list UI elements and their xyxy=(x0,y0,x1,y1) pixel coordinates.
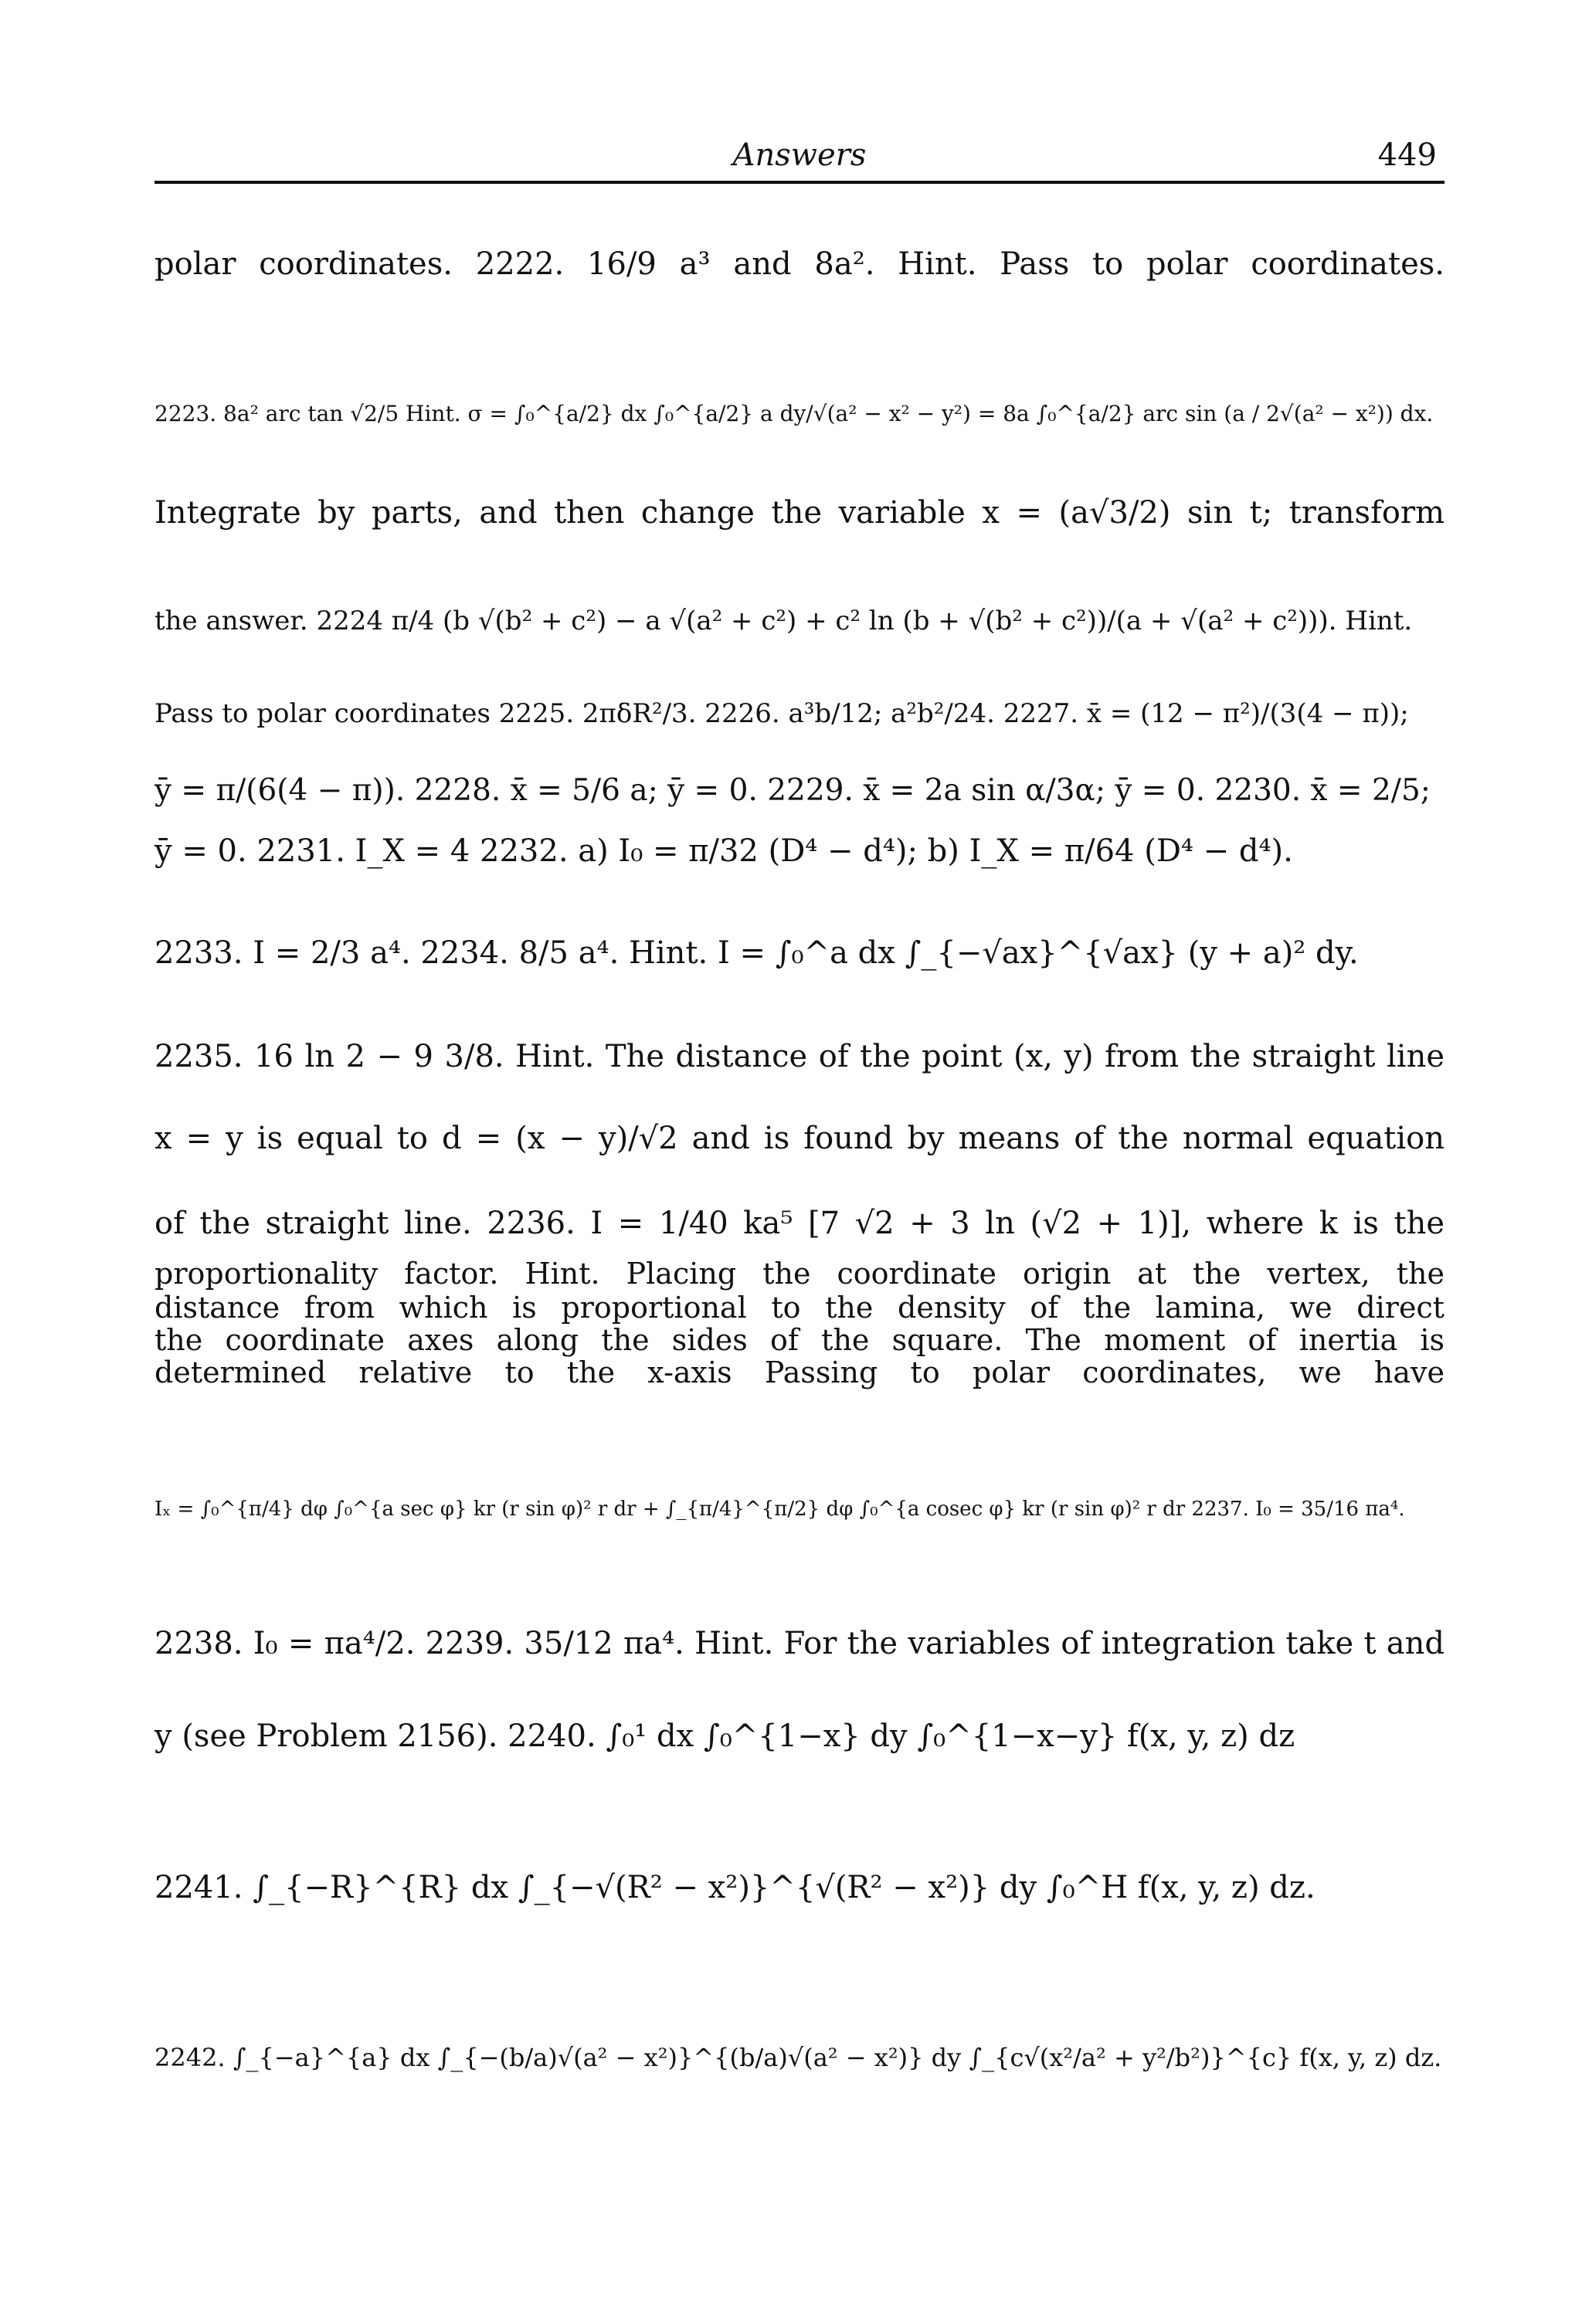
answer-formula-ix: Iₓ = ∫₀^{π/4} dφ ∫₀^{a sec φ} kr (r sin φ)² r dr + ∫_{π/4}^{π/2} dφ ∫₀^{a cosec φ} kr (r sin φ)² r dr 2237. I₀ = 35/16 πa⁴. xyxy=(154,1498,1405,1521)
answer-line-14: the coordinate axes along the sides of the square. The moment of inertia is xyxy=(154,1323,1445,1357)
answer-line-2228: ȳ = π/(6(4 − π)). 2228. x̄ = 5/6 a; ȳ = 0. 2229. x̄ = 2a sin α/3α; ȳ = 0. 2230. x̄ = 2/5; xyxy=(154,773,1431,808)
answer-line-10: x = y is equal to d = (x − y)/√2 and is found by means of the normal equation xyxy=(154,1121,1445,1156)
answer-line-1: polar coordinates. 2222. 16/9 a³ and 8a². Hint. Pass to polar coordinates. xyxy=(154,246,1445,282)
page-number: 449 xyxy=(1377,137,1437,173)
answer-line-2238: 2238. I₀ = πa⁴/2. 2239. 35/12 πa⁴. Hint. For the variables of integration take t and xyxy=(154,1626,1445,1661)
answer-line-3: Integrate by parts, and then change the variable x = (a√3/2) sin t; transform xyxy=(154,495,1445,531)
answer-line-13: distance from which is proportional to the density of the lamina, we direct xyxy=(154,1291,1445,1325)
running-head xyxy=(154,137,1445,184)
answer-line-2235: 2235. 16 ln 2 − 9 3/8. Hint. The distance of the point (x, y) from the straight line xyxy=(154,1039,1445,1074)
answer-line-2225: Pass to polar coordinates 2225. 2πδR²/3. 2226. a³b/12; a²b²/24. 2227. x̄ = (12 − π²)/(3(4 − π)); xyxy=(154,698,1409,729)
answer-line-12: proportionality factor. Hint. Placing the coordinate origin at the vertex, the xyxy=(154,1257,1445,1291)
answer-line-2233: 2233. I = 2/3 a⁴. 2234. 8/5 a⁴. Hint. I = ∫₀^a dx ∫_{−√ax}^{√ax} (y + a)² dy. xyxy=(154,935,1359,971)
answer-line-2241: 2241. ∫_{−R}^{R} dx ∫_{−√(R² − x²)}^{√(R² − x²)} dy ∫₀^H f(x, y, z) dz. xyxy=(154,1870,1316,1905)
running-title: Answers xyxy=(732,137,867,173)
answer-line-2231: ȳ = 0. 2231. I_X = 4 2232. a) I₀ = π/32 (D⁴ − d⁴); b) I_X = π/64 (D⁴ − d⁴). xyxy=(154,833,1293,869)
answer-line-2236: of the straight line. 2236. I = 1/40 ka⁵ [7 √2 + 3 ln (√2 + 1)], where k is the xyxy=(154,1206,1445,1241)
answer-line-2240: y (see Problem 2156). 2240. ∫₀¹ dx ∫₀^{1−x} dy ∫₀^{1−x−y} f(x, y, z) dz xyxy=(154,1718,1295,1754)
answer-line-2223: 2223. 8a² arc tan √2/5 Hint. σ = ∫₀^{a/2} dx ∫₀^{a/2} a dy/√(a² − x² − y²) = 8a ∫₀^{a/2} arc sin (a / 2√(a² − x²)) dx. xyxy=(154,401,1434,426)
answer-line-2224: the answer. 2224 π/4 (b √(b² + c²) − a √(a² + c²) + c² ln (b + √(b² + c²))/(a + √(a² + c²))). Hint. xyxy=(154,606,1413,636)
answer-line-2242: 2242. ∫_{−a}^{a} dx ∫_{−(b/a)√(a² − x²)}^{(b/a)√(a² − x²)} dy ∫_{c√(x²/a² + y²/b²)}^{c} f(x, y, z) dz. xyxy=(154,2043,1442,2072)
answer-line-15: determined relative to the x-axis Passing to polar coordinates, we have xyxy=(154,1355,1445,1389)
